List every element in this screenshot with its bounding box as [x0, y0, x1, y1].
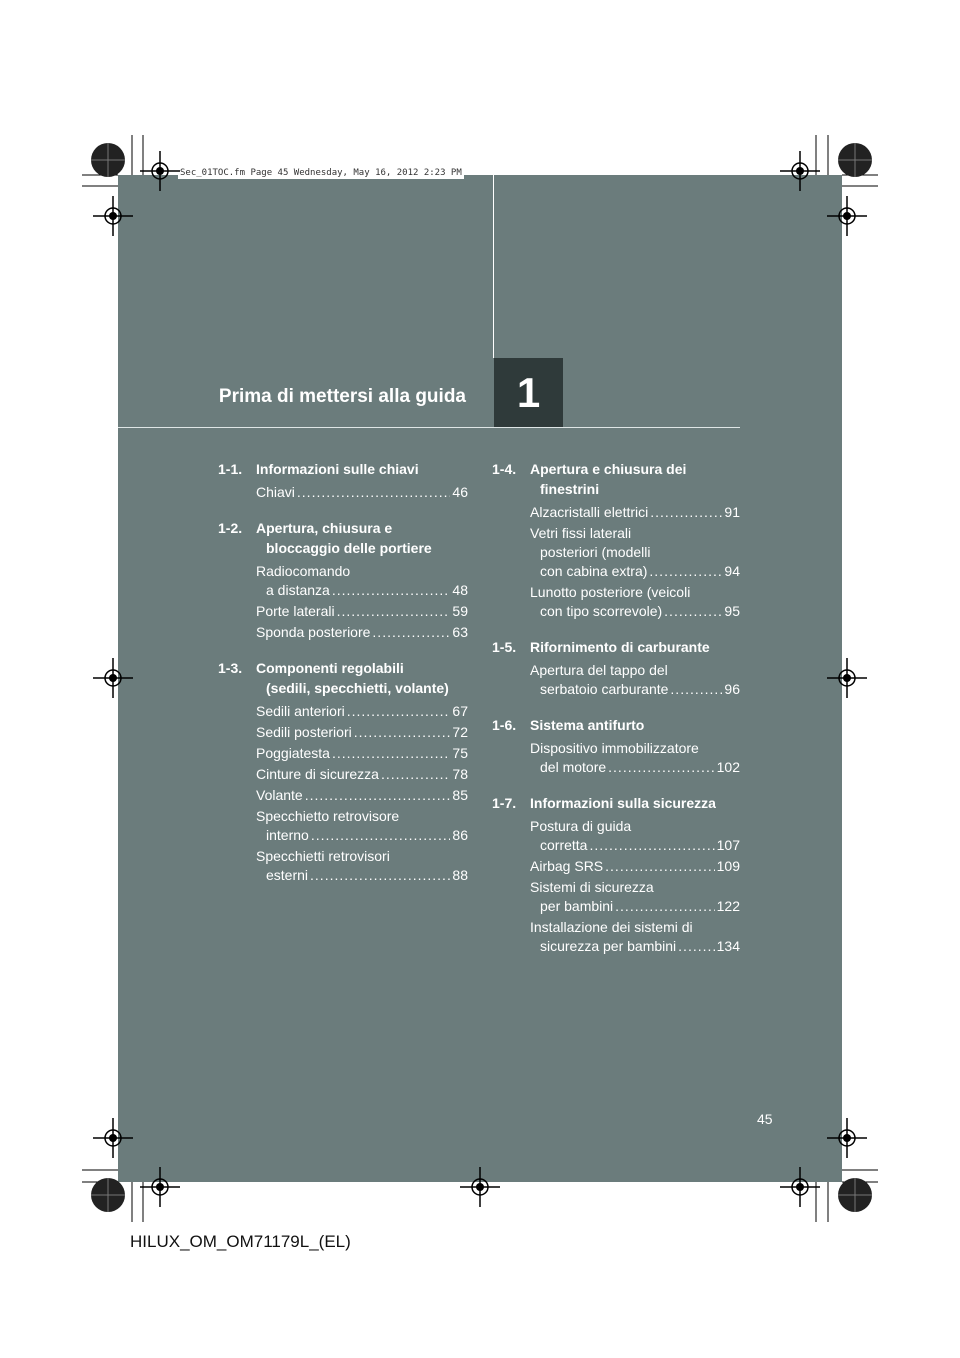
- entry-text: interno: [266, 827, 309, 843]
- entry-page-number: 95: [724, 603, 740, 619]
- entry-page-number: 67: [452, 703, 468, 719]
- entry-text: Dispositivo immobilizzatore: [530, 740, 699, 756]
- entry-text: Volante: [256, 787, 303, 803]
- section-number: 1-4.: [492, 461, 517, 477]
- section-title: Sistema antifurto: [530, 717, 645, 733]
- entry-text: sicurezza per bambini: [540, 938, 677, 954]
- entry-text: Cinture di sicurezza: [256, 766, 379, 782]
- entry-text: Specchietto retrovisore: [256, 808, 400, 824]
- entry-page-number: 94: [724, 563, 740, 579]
- entry-page-number: 75: [452, 745, 468, 761]
- entry-page-number: 134: [716, 938, 740, 954]
- entry-page-number: 109: [716, 858, 740, 874]
- section-number: 1-3.: [218, 660, 243, 676]
- entry-page-number: 91: [724, 504, 740, 520]
- entry-page-number: 78: [452, 766, 468, 782]
- crosshair-target-icon: [93, 151, 867, 1207]
- document-code: HILUX_OM_OM71179L_(EL): [130, 1232, 351, 1251]
- section-title: finestrini: [540, 481, 600, 497]
- entry-page-number: 59: [452, 603, 468, 619]
- entry-text: Sedili posteriori: [256, 724, 352, 740]
- entry-page-number: 102: [716, 759, 740, 775]
- entry-text: Alzacristalli elettrici: [530, 504, 649, 520]
- entry-text: Specchietti retrovisori: [256, 848, 390, 864]
- entry-page-number: 85: [452, 787, 468, 803]
- file-stamp: Sec_01TOC.fm Page 45 Wednesday, May 16, 2012 2:23 PM: [180, 168, 462, 178]
- entry-text: Poggiatesta: [256, 745, 330, 761]
- chapter-title: Prima di mettersi alla guida: [218, 386, 466, 407]
- entry-text: Postura di guida: [530, 818, 632, 834]
- entry-text: Sedili anteriori: [256, 703, 345, 719]
- section-number: 1-1.: [218, 461, 243, 477]
- entry-page-number: 88: [452, 867, 468, 883]
- entry-text: per bambini: [540, 898, 614, 914]
- entry-page-number: 86: [452, 827, 468, 843]
- entry-text: Installazione dei sistemi di: [530, 919, 693, 935]
- entry-text: Sistemi di sicurezza: [530, 879, 654, 895]
- page-number: 45: [757, 1111, 773, 1127]
- section-number: 1-2.: [218, 520, 243, 536]
- entry-text: Chiavi: [256, 484, 295, 500]
- entry-text: corretta: [540, 837, 588, 853]
- registration-rosette-icon: [91, 143, 872, 1212]
- entry-text: Lunotto posteriore (veicoli: [530, 584, 691, 600]
- section-title: Rifornimento di carburante: [530, 639, 710, 655]
- entry-text: con cabina extra): [540, 563, 648, 579]
- entry-page-number: 48: [452, 582, 468, 598]
- section-title: bloccaggio delle portiere: [266, 540, 432, 556]
- entry-text: con tipo scorrevole): [540, 603, 663, 619]
- entry-page-number: 96: [724, 681, 740, 697]
- section-title: Apertura e chiusura dei: [530, 461, 687, 477]
- entry-text: esterni: [266, 867, 309, 883]
- entry-text: serbatoio carburante: [540, 681, 669, 697]
- entry-text: Apertura del tappo del: [530, 662, 668, 678]
- section-number: 1-5.: [492, 639, 517, 655]
- section-title: Componenti regolabili: [256, 660, 404, 676]
- section-title: Informazioni sulle chiavi: [256, 461, 419, 477]
- entry-text: Radiocomando: [256, 563, 351, 579]
- entry-page-number: 63: [452, 624, 468, 640]
- section-number: 1-7.: [492, 795, 517, 811]
- section-title: (sedili, specchietti, volante): [266, 680, 449, 696]
- entry-page-number: 107: [716, 837, 740, 853]
- section-number: 1-6.: [492, 717, 517, 733]
- entry-page-number: 122: [716, 898, 740, 914]
- entry-text: posteriori (modelli: [540, 544, 651, 560]
- section-title: Apertura, chiusura e: [256, 520, 393, 536]
- entry-text: Vetri fissi laterali: [530, 525, 632, 541]
- chapter-number-tab: 1: [494, 358, 563, 427]
- entry-text: a distanza: [266, 582, 330, 598]
- entry-text: Airbag SRS: [530, 858, 604, 874]
- section-title: Informazioni sulla sicurezza: [530, 795, 716, 811]
- entry-text: del motore: [540, 759, 607, 775]
- entry-page-number: 46: [452, 484, 468, 500]
- entry-text: Porte laterali: [256, 603, 335, 619]
- entry-text: Sponda posteriore: [256, 624, 371, 640]
- entry-page-number: 72: [452, 724, 468, 740]
